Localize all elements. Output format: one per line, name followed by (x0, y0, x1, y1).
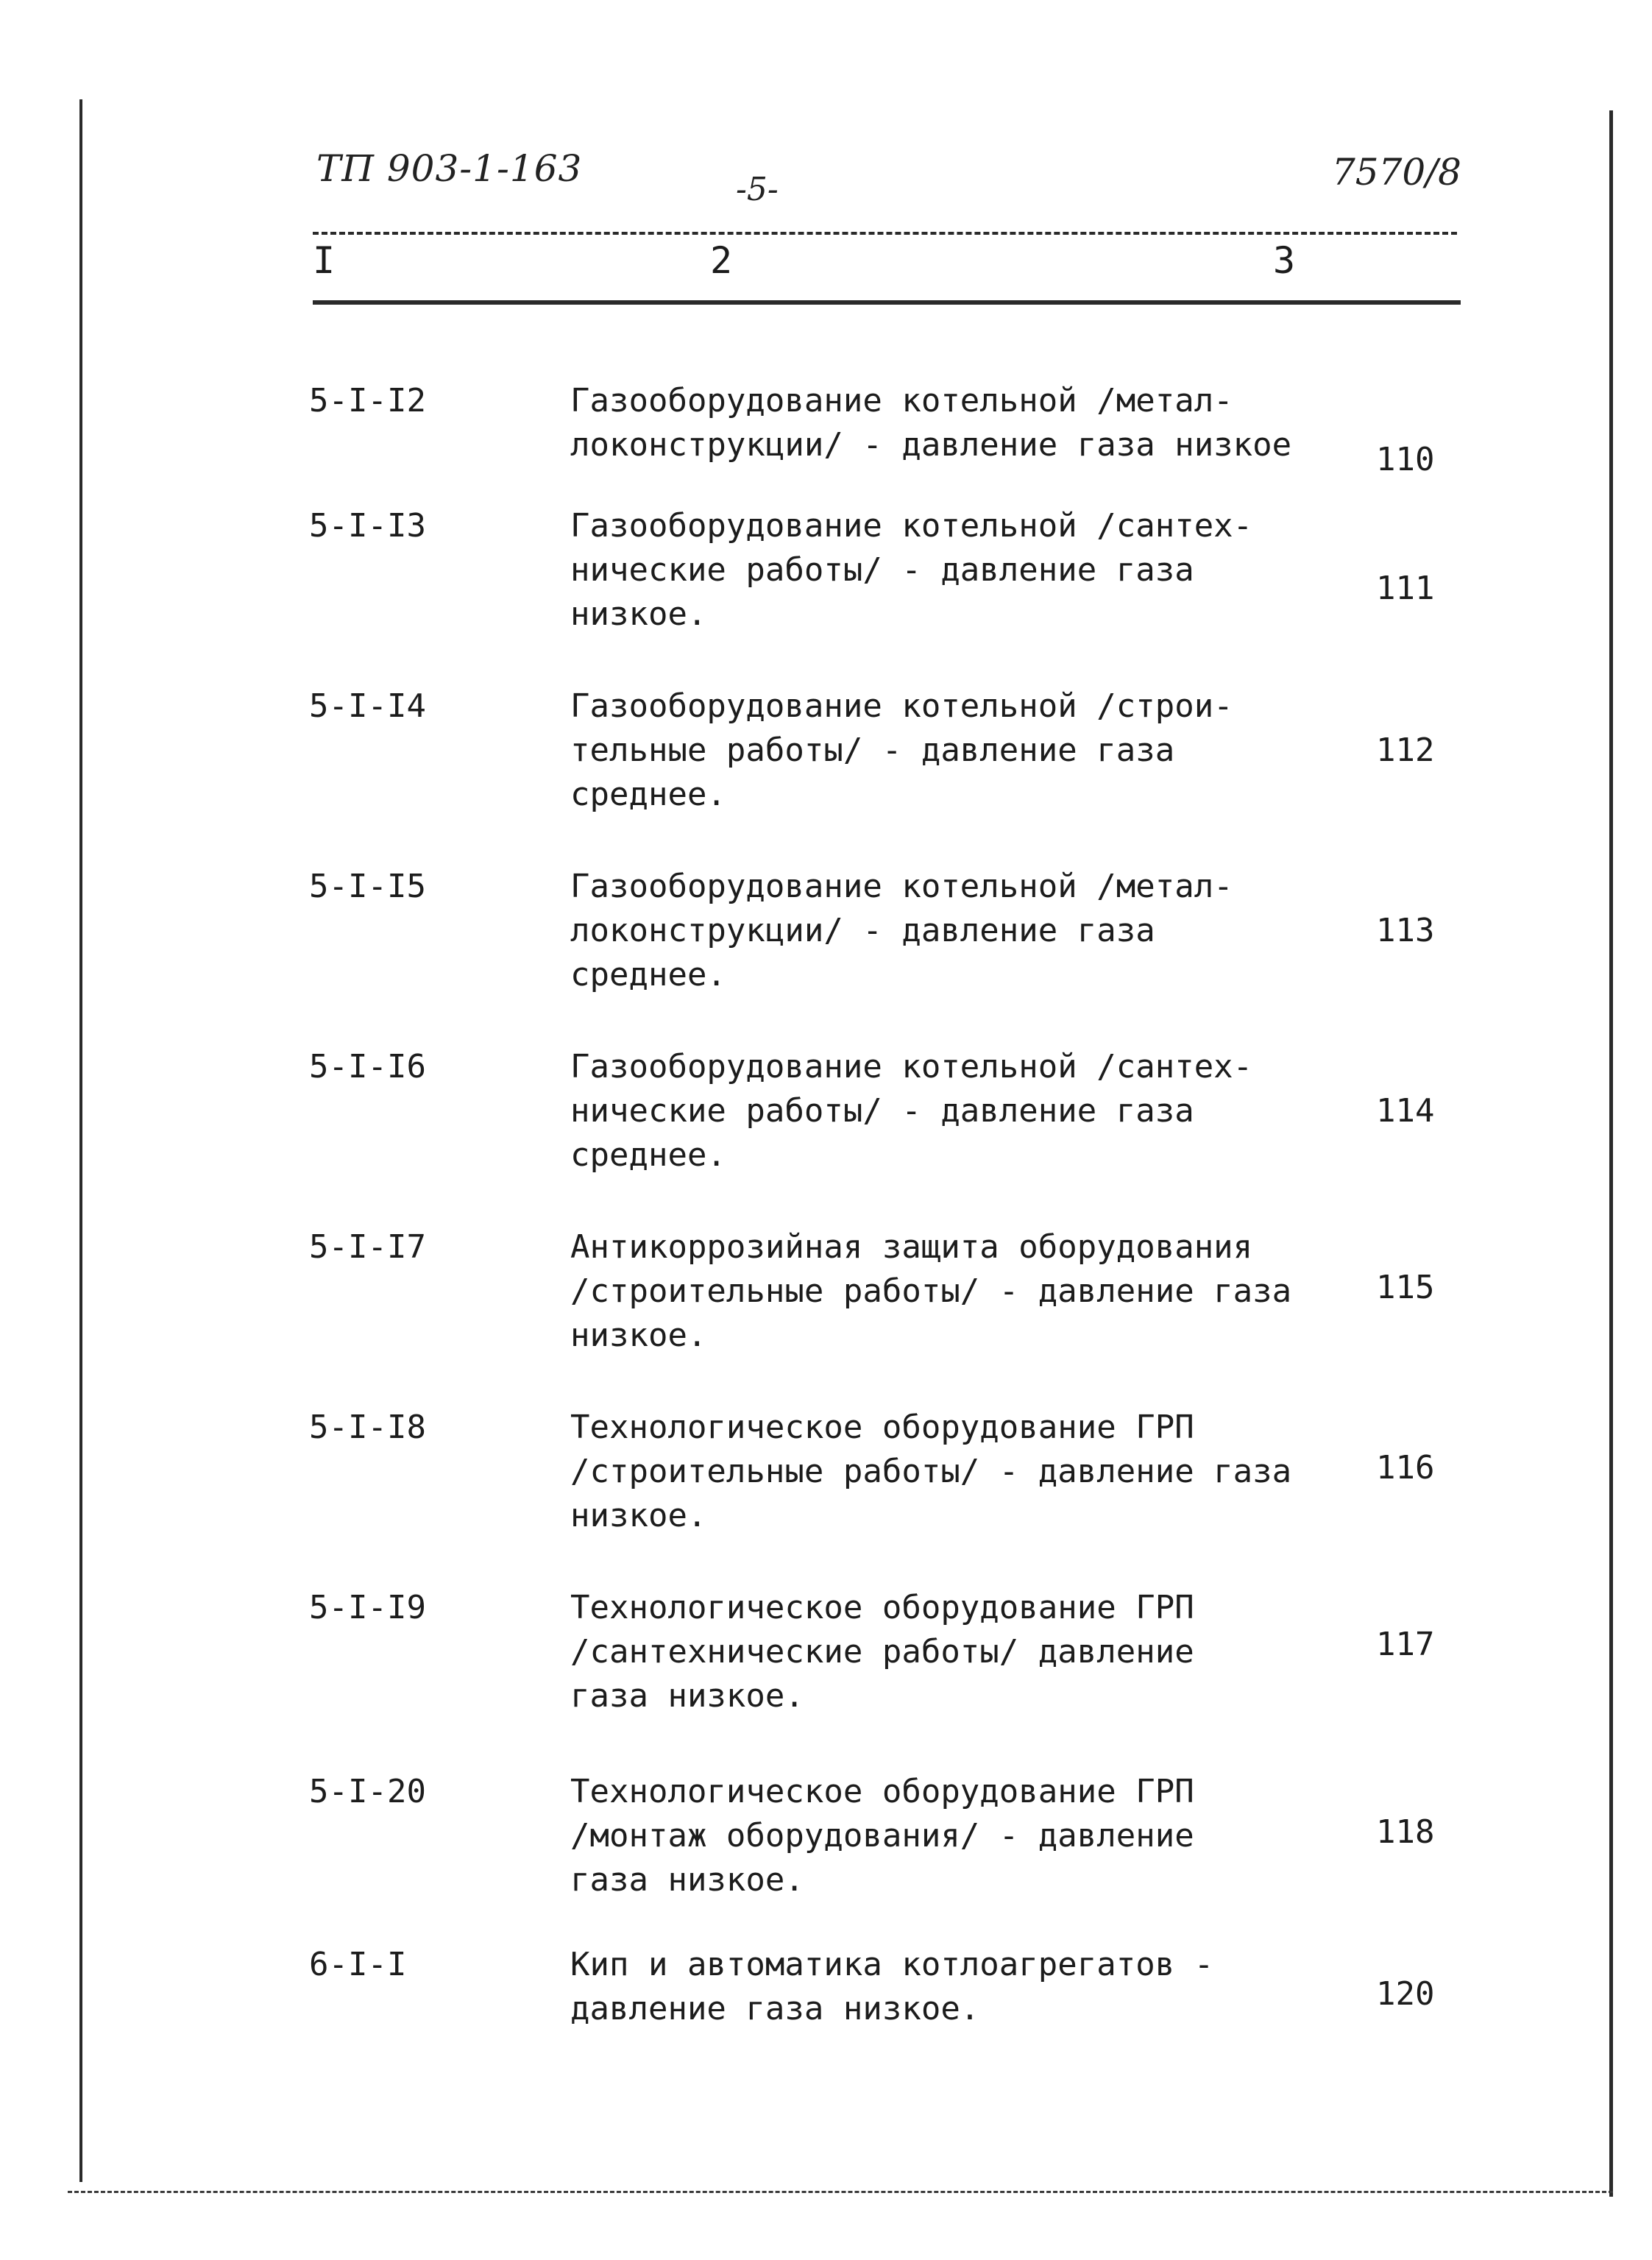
entry-page: 114 (1376, 1092, 1435, 1130)
entry-code: 5-I-I8 (309, 1409, 426, 1446)
entry-title: Газооборудование котельной /метал- локонструкции/ - давление газа среднее. (570, 868, 1233, 993)
entry-code: 5-I-I6 (309, 1048, 426, 1085)
entry-page: 115 (1376, 1269, 1435, 1306)
entry-code: 5-I-I9 (309, 1589, 426, 1626)
entry-code: 5-I-I4 (309, 687, 426, 725)
column-header-1: I (313, 239, 336, 282)
sheet-code: 7570/8 (1332, 151, 1461, 194)
entry-code: 5-I-I7 (309, 1228, 426, 1266)
entry-code: 5-I-I3 (309, 507, 426, 545)
column-header-2: 2 (710, 239, 733, 282)
entry-title: Антикоррозийная защита оборудования /строительные работы/ - давление газа низкое. (570, 1228, 1292, 1354)
entry-page: 117 (1376, 1626, 1435, 1663)
entry-page: 120 (1376, 1975, 1435, 2013)
entry-title: Газооборудование котельной /строи- тельные работы/ - давление газа среднее. (570, 687, 1233, 813)
entry-page: 116 (1376, 1449, 1435, 1487)
entry-page: 111 (1376, 570, 1435, 607)
entry-page: 113 (1376, 912, 1435, 949)
entry-title: Газооборудование котельной /сантех- нические работы/ - давление газа низкое. (570, 507, 1253, 633)
entry-title: Технологическое оборудование ГРП /монтаж оборудования/ - давление газа низкое. (570, 1773, 1194, 1899)
entry-page: 118 (1376, 1813, 1435, 1851)
entry-code: 5-I-20 (309, 1773, 426, 1810)
entry-title: Газооборудование котельной /метал- локонструкции/ - давление газа низкое (570, 382, 1292, 464)
entry-title: Газооборудование котельной /сантех- нические работы/ - давление газа среднее. (570, 1048, 1253, 1174)
entry-code: 6-I-I (309, 1946, 407, 1983)
column-header-3: 3 (1273, 239, 1296, 282)
entry-title: Технологическое оборудование ГРП /сантехнические работы/ давление газа низкое. (570, 1589, 1194, 1715)
entry-code: 5-I-I5 (309, 868, 426, 905)
page-number: -5- (736, 171, 779, 208)
entry-page: 110 (1376, 441, 1435, 478)
entry-code: 5-I-I2 (309, 382, 426, 419)
entry-page: 112 (1376, 732, 1435, 769)
entry-title: Технологическое оборудование ГРП /строительные работы/ - давление газа низкое. (570, 1409, 1292, 1534)
document-code: ТП 903-1-163 (316, 147, 583, 190)
entry-title: Кип и автоматика котлоагрегатов - давление газа низкое. (570, 1946, 1214, 2027)
